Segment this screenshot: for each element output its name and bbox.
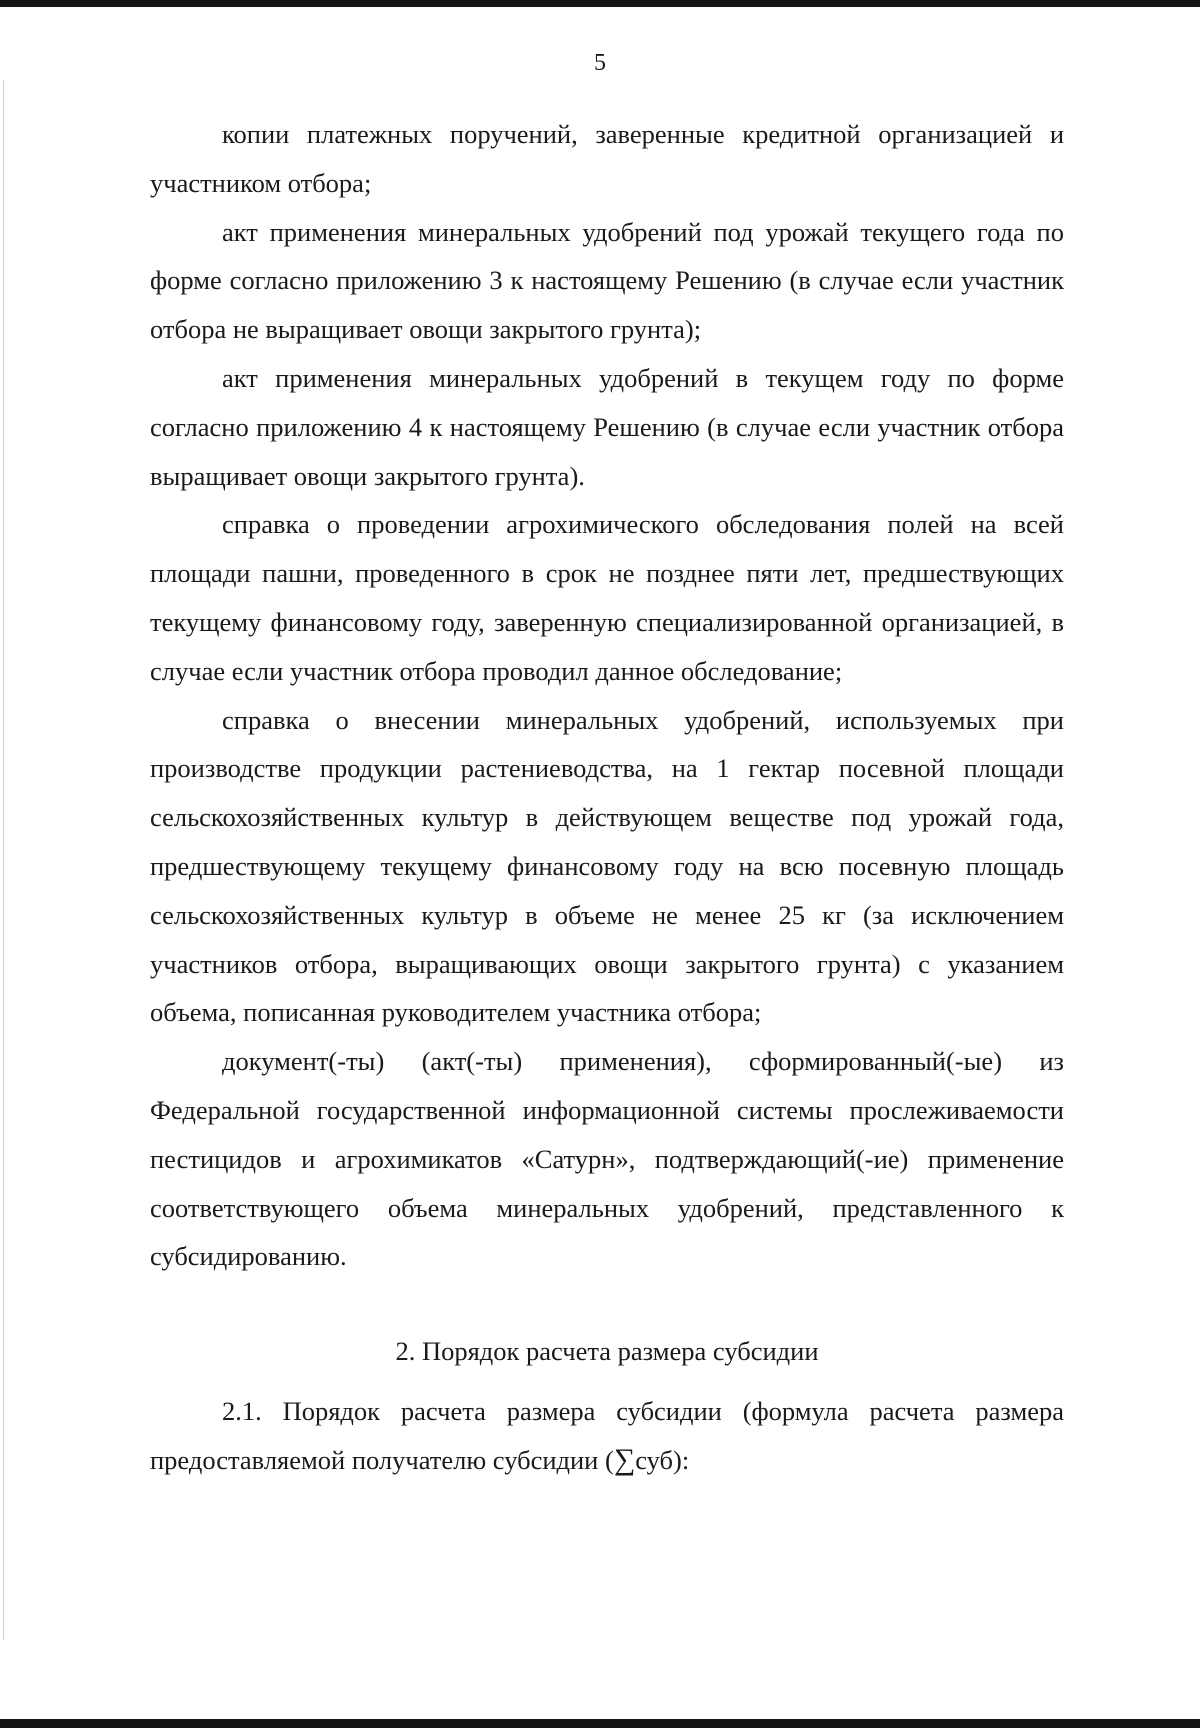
page-number: 5 [594, 50, 606, 76]
calculation-close-text: ): [673, 1444, 690, 1475]
scan-left-edge [3, 80, 4, 1640]
paragraph-act-appendix-3: акт применения минеральных удобрений под урожай текущего года по форме согласно приложению 3 к настоящему Решению (в случае если участник отбора не выращивает овощи закрытого грунта); [150, 216, 1064, 345]
scan-top-edge [0, 0, 1200, 7]
section-heading: 2. Порядок расчета размера субсидии [395, 1336, 819, 1367]
paragraph-act-appendix-4: акт применения минеральных удобрений в текущем году по форме согласно приложению 4 к настоящему Решению (в случае если участник отбора выращивает овощи закрытого грунта). [150, 362, 1064, 491]
sum-label: суб [635, 1444, 674, 1475]
document-body [150, 110, 1064, 1485]
paragraph-payment-orders: копии платежных поручений, заверенные кредитной организацией и участником отбора; [150, 119, 1064, 198]
paragraph-fertilizer-certificate: справка о внесении минеральных удобрений, используемых при производстве продукции растениеводства, на 1 гектар посевной площади сельскохозяйственных культур в действующем веществе под урожай года, предшествующему текущему финансовому году на всю посевную площадь сельскохозяйственных культур в объеме не менее 25 кг (за исключением участников отбора, выращивающих овощи закрытого грунта) с указанием объема, пописанная руководителем участника отбора; [150, 704, 1064, 1028]
paragraph-calculation-order [150, 1387, 1064, 1485]
paragraph-agrochemical-survey: справка о проведении агрохимического обследования полей на всей площади пашни, проведенного в срок не позднее пяти лет, предшествующих текущему финансовому году, заверенную специализированной организацией, в случае если участник отбора проводил данное обследование; [150, 509, 1064, 686]
scan-bottom-edge [0, 1719, 1200, 1728]
sum-symbol: ∑ [613, 1442, 636, 1476]
calculation-intro-text: 2.1. Порядок расчета размера субсидии (формула расчета размера предоставляемой получателю субсидии ( [150, 1395, 1064, 1475]
paragraph-saturn-documents: документ(-ты) (акт(-ты) применения), сформированный(-ые) из Федеральной государственной информационной системы прослеживаемости пестицидов и агрохимикатов «Сатурн», подтверждающий(-ие) применение соответствующего объема минеральных удобрений, представленного к субсидированию. [150, 1046, 1064, 1272]
